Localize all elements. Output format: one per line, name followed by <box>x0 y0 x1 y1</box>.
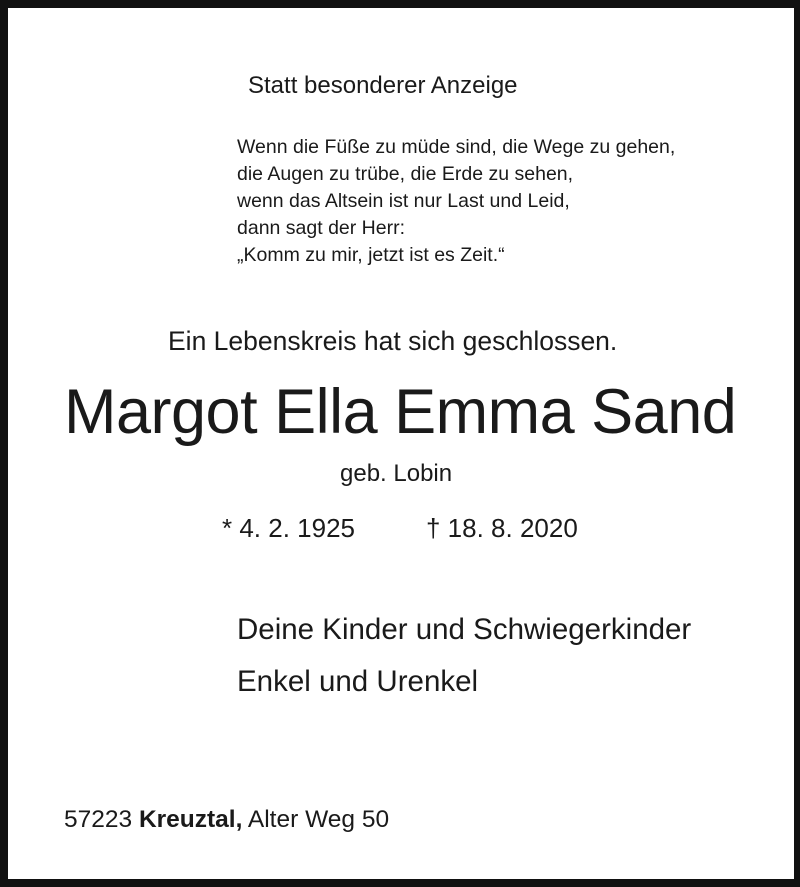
poem-line: wenn das Altsein ist nur Last und Leid, <box>237 190 570 212</box>
address <box>64 806 389 834</box>
poem-line: die Augen zu trübe, die Erde zu sehen, <box>237 163 574 185</box>
mourner-line: Enkel und Urenkel <box>237 665 479 698</box>
mourner-line: Deine Kinder und Schwiegerkinder <box>237 613 692 646</box>
poem-line: „Komm zu mir, jetzt ist es Zeit.“ <box>237 244 505 266</box>
poem-line: dann sagt der Herr: <box>237 217 406 239</box>
birth-date: * 4. 2. 1925 <box>222 513 355 543</box>
deceased-name: Margot Ella Emma Sand <box>64 377 737 447</box>
birth-name: geb. Lobin <box>340 460 453 487</box>
death-date: † 18. 8. 2020 <box>426 513 578 543</box>
poem-line: Wenn die Füße zu müde sind, die Wege zu gehen, <box>237 136 676 158</box>
mourners <box>237 604 691 708</box>
city: Kreuztal, <box>138 806 243 833</box>
intro-line: Ein Lebenskreis hat sich geschlossen. <box>168 326 618 356</box>
poem <box>237 134 675 269</box>
notice-heading: Statt besonderer Anzeige <box>248 72 518 99</box>
street: Alter Weg 50 <box>247 806 390 833</box>
postcode: 57223 <box>64 806 133 833</box>
